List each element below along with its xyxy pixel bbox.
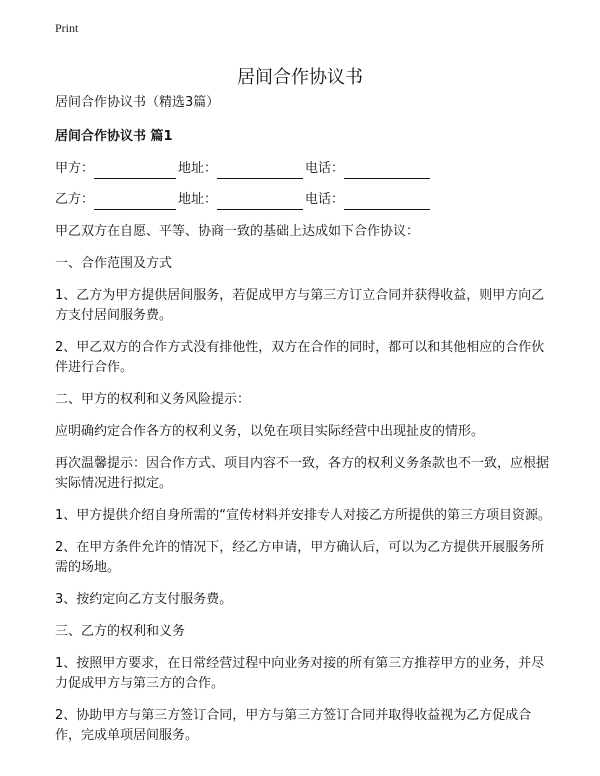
paragraph: 1、按照甲方要求，在日常经营过程中向业务对接的所有第三方推荐甲方的业务，并尽力促成甲方与第三方的合作。 [55,656,545,691]
print-link[interactable]: Print [55,21,79,35]
party-a-phone-label: 电话： [305,161,345,176]
party-a-address-label: 地址： [178,161,218,176]
paragraph: 1、甲方提供介绍自身所需的“宣传材料并安排专人对接乙方所提供的第三方项目资源。 [55,508,552,523]
party-a-name-blank [94,163,176,179]
paragraph: 2、在甲方条件允许的情况下，经乙方申请，甲方确认后，可以为乙方提供开展服务所需的场地。 [55,540,545,575]
party-b-name-blank [94,194,176,210]
party-fields [55,159,552,210]
document-title: 居间合作协议书 [237,67,363,89]
paragraph: 二、甲方的权利和义务风险提示： [55,392,251,407]
document-subtitle: 居间合作协议书（精选3篇） [55,95,220,110]
party-a-phone-blank [344,163,430,179]
paragraph: 甲乙双方在自愿、平等、协商一致的基础上达成如下合作协议： [55,224,420,239]
party-b-phone-label: 电话： [305,192,345,207]
paragraph: 2、甲乙双方的合作方式没有排他性，双方在合作的同时，都可以和其他相应的合作伙伴进行合作。 [55,340,545,375]
paragraph: 1、乙方为甲方提供居间服务，若促成甲方与第三方订立合同并获得收益，则甲方向乙方支付居间服务费。 [55,288,545,323]
party-a-name-label: 甲方： [55,161,95,176]
document-body [55,93,552,746]
party-b-row [55,190,552,210]
party-a-row [55,159,552,179]
paragraph: 一、合作范围及方式 [55,256,173,271]
section-title: 居间合作协议书 篇1 [55,129,173,144]
paragraph: 3、按约定向乙方支付服务费。 [55,592,233,607]
party-a-address-blank [217,163,303,179]
paragraph: 2、协助甲方与第三方签订合同，甲方与第三方签订合同并取得收益视为乙方促成合作，完成单项居间服务。 [55,708,532,743]
party-b-name-label: 乙方： [55,192,95,207]
party-b-address-blank [217,194,303,210]
paragraph: 应明确约定合作各方的权利义务，以免在项目实际经营中出现扯皮的情形。 [55,424,485,439]
paragraph: 三、乙方的权利和义务 [55,624,186,639]
paragraph: 再次温馨提示：因合作方式、项目内容不一致，各方的权利义务条款也不一致，应根据实际情况进行拟定。 [55,456,550,491]
party-b-phone-blank [344,194,430,210]
party-b-address-label: 地址： [178,192,218,207]
